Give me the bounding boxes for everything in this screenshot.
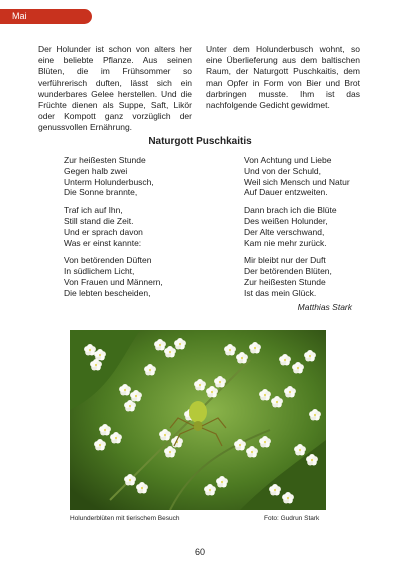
poem-line: Kam nie mehr zurück.: [244, 237, 327, 248]
poem-line: Von Achtung und Liebe: [244, 155, 332, 165]
poem: [64, 155, 364, 306]
poem-line: Von betörenden Düften: [64, 255, 152, 266]
poem-column-right: [244, 155, 364, 306]
poem-stanza: [64, 155, 210, 198]
poem-line: Unterm Holunderbusch,: [64, 176, 154, 187]
poem-stanza: [244, 205, 364, 248]
intro-left-column: Der Holunder ist schon von alters her eine beliebte Pflanze. Aus seinen Blüten, die im Frühsommer so verführerisch duften, lässt sich ein wunderbares Gelee herstellen. Und die Früchte dienen als Suppe, Saft, Likör oder Kompott ganz vorzüglich der genussvollen Ernährung.: [38, 44, 192, 133]
poem-line: Was er einst kannte:: [64, 237, 142, 248]
elderflower-illustration: [70, 330, 326, 510]
month-label: Mai: [12, 11, 27, 21]
poem-stanza: [244, 155, 364, 198]
poem-line: In südlichem Licht,: [64, 266, 135, 277]
poem-line: Von Frauen und Männern,: [64, 276, 163, 287]
poem-line: Still stand die Zeit.: [64, 215, 134, 226]
poem-line: Auf Dauer entzweiten.: [244, 187, 328, 198]
poem-line: Mir bleibt nur der Duft: [244, 255, 326, 266]
poem-line: Zur heißesten Stunde: [244, 276, 326, 287]
poem-line: Die lebten bescheiden,: [64, 287, 151, 298]
intro-right-column: Unter dem Holunderbusch wohnt, so eine Überlieferung aus dem baltischen Raum, der Naturgott Puschkaitis, dem man Opfer in Form von Bier und Brot darbringen musste. Ihm ist das nachfolgende Gedicht gewidmet.: [206, 44, 360, 111]
page-number: 60: [194, 547, 205, 557]
poem-line: Der betörenden Blüten,: [244, 266, 332, 277]
poem-line: Traf ich auf Ihn,: [64, 205, 123, 216]
intro-text: [38, 44, 360, 134]
poem-stanza: [64, 255, 210, 298]
poem-line: Weil sich Mensch und Natur: [244, 176, 350, 187]
month-tab: [0, 9, 92, 24]
poem-stanza: [64, 205, 210, 248]
poem-column-left: [64, 155, 210, 306]
poem-line: Dann brach ich die Blüte: [244, 205, 337, 216]
poem-line: Des weißen Holunder,: [244, 215, 328, 226]
photo-caption: Holunderblüten mit tierischem Besuch: [70, 515, 180, 522]
poem-author: Matthias Stark: [297, 302, 352, 312]
poem-line: Der Alte verschwand,: [244, 226, 325, 237]
poem-stanza: [244, 255, 364, 298]
photo-credit: Foto: Gudrun Stark: [264, 515, 320, 522]
poem-line: Und von der Schuld,: [244, 165, 322, 176]
elderflower-photo: [70, 330, 326, 510]
poem-title: Naturgott Puschkaitis: [148, 136, 252, 147]
poem-line: Die Sonne brannte,: [64, 187, 138, 198]
poem-line: Und er sprach davon: [64, 226, 143, 237]
poem-line: Zur heißesten Stunde: [64, 155, 146, 165]
poem-line: Gegen halb zwei: [64, 165, 128, 176]
poem-line: Ist das mein Glück.: [244, 287, 317, 298]
